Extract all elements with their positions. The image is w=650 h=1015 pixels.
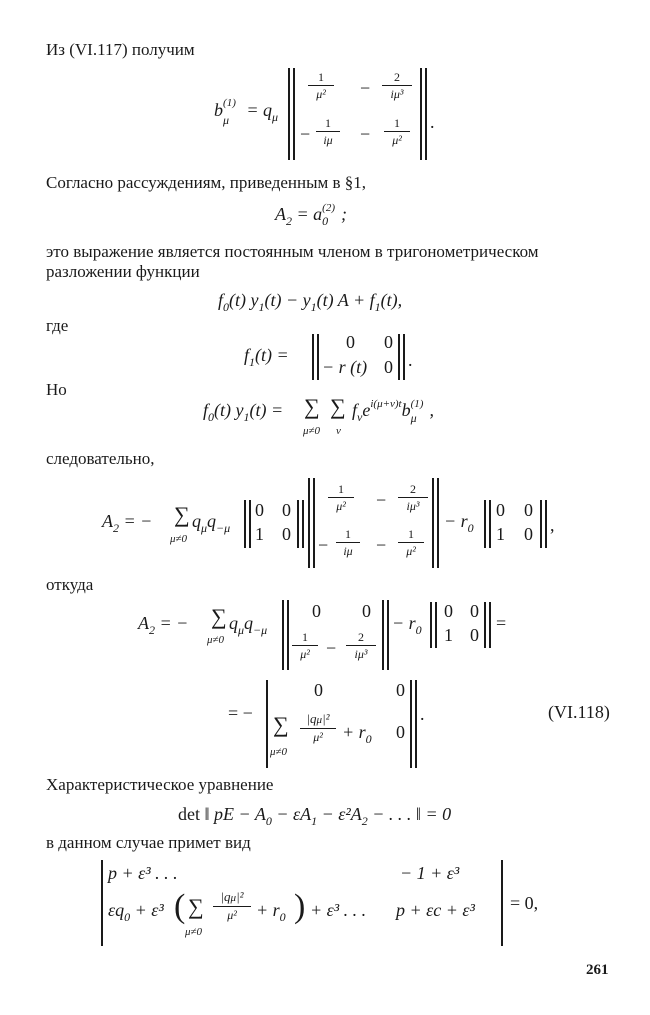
equation-A2: $A_2 = a_0^{(2)}$ ; (275, 202, 347, 228)
paragraph-2-line-2: разложении функции (46, 262, 200, 281)
page-number: 261 (586, 962, 609, 978)
equation-label: (VI.118) (548, 702, 610, 722)
equation-det: det ‖ pE − $A_0 - \varepsilon A_1 - \varepsilon^2A_2$ − . . . ‖ = 0 (178, 804, 452, 828)
in-this-case-text: в данном случае примет вид (46, 833, 251, 852)
paragraph-2-line-1: это выражение является постоянным членом в тригонометрическом (46, 242, 539, 261)
paragraph-1: Согласно рассуждениям, приведенным в §1, (46, 173, 367, 192)
where-text: где (46, 316, 69, 335)
whence-text: откуда (46, 575, 94, 594)
characteristic-equation-text: Характеристическое уравнение (46, 775, 274, 794)
therefore-text: следовательно, (46, 449, 155, 468)
equation-function: $f_0(t) y_1(t) - y_1(t) A + f_1(t)$, (218, 290, 403, 314)
intro-text: Из (VI.117) получим (46, 40, 195, 59)
but-text: Но (46, 380, 67, 399)
